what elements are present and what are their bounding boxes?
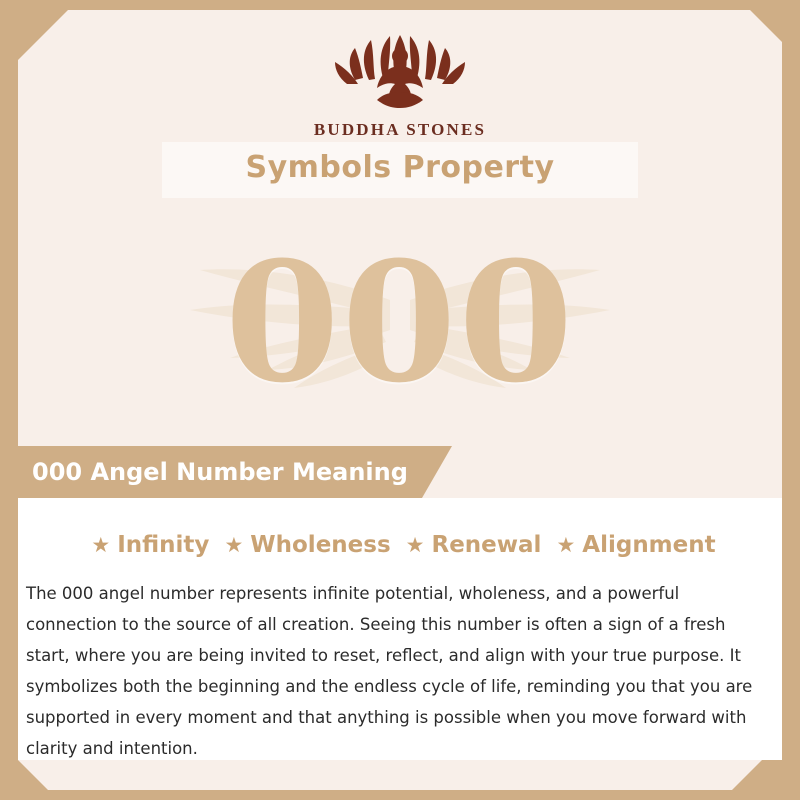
star-icon: ★ <box>556 533 576 557</box>
star-icon: ★ <box>224 533 244 557</box>
brand-name: BUDDHA STONES <box>313 120 487 139</box>
star-icon: ★ <box>91 533 111 557</box>
brand-logo <box>0 22 800 140</box>
hero-section <box>0 222 800 432</box>
description-paragraph: The 000 angel number represents infinite potential, wholeness, and a powerful connection to the source of all creation. Seeing this number is often a sign of a fresh start, where you are being invited to reset, reflect, and align with your true purpose. It symbolizes both the beginning and the endless cycle of life, reminding you that you are supported in every moment and that anything is possible when you move forward with clarity and intention. <box>26 584 753 758</box>
keyword-item: Infinity <box>117 532 210 558</box>
section-title: 000 Angel Number Meaning <box>32 458 408 486</box>
lotus-meditation-figure-icon <box>0 22 800 114</box>
keyword-item: Renewal <box>431 532 542 558</box>
page-title: Symbols Property <box>245 150 555 185</box>
keyword-item: Wholeness <box>250 532 391 558</box>
angel-number: 000 <box>224 225 576 419</box>
keyword-item: Alignment <box>582 532 716 558</box>
star-icon: ★ <box>405 533 425 557</box>
keyword-list <box>0 532 800 558</box>
